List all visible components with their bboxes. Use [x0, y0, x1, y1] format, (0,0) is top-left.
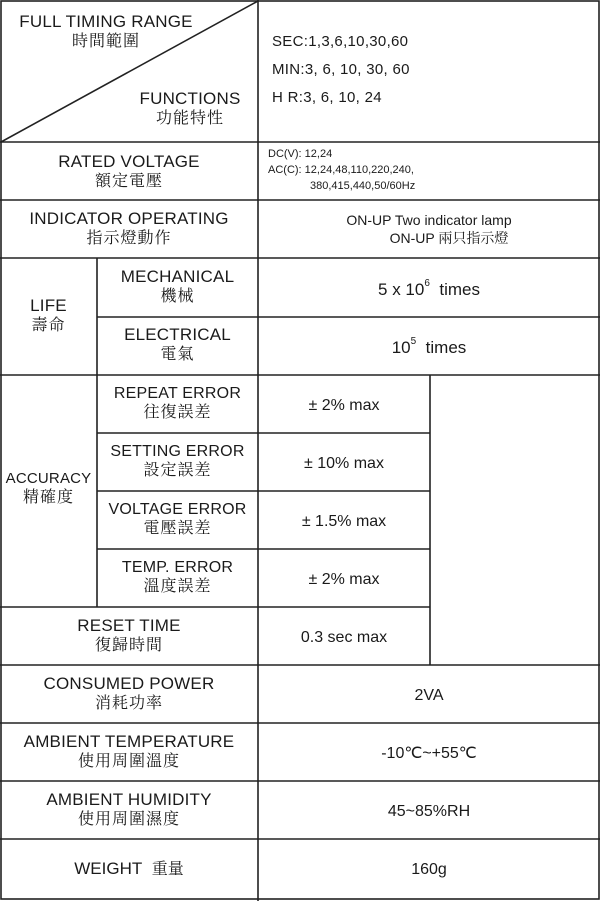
consumed-power-label: CONSUMED POWER 消耗功率 [43, 674, 215, 713]
range-min: MIN:3, 6, 10, 30, 60 [272, 61, 410, 78]
repeat-error-value: ± 2% max [308, 397, 380, 414]
accuracy-label: ACCURACY 精確度 [5, 470, 92, 506]
functions-label: FUNCTIONS 功能特性 [139, 89, 241, 128]
voltage-error-value: ± 1.5% max [301, 513, 387, 530]
temp-error-label: TEMP. ERROR 溫度誤差 [121, 559, 234, 596]
temp-error-value: ± 2% max [308, 571, 380, 588]
voltage-error-label: VOLTAGE ERROR 電壓誤差 [108, 501, 247, 538]
full-timing-range-label: FULL TIMING RANGE 時間範圍 [19, 12, 193, 51]
indicator-operating-label: INDICATOR OPERATING 指示燈動作 [29, 209, 229, 248]
range-hr: H R:3, 6, 10, 24 [272, 89, 382, 106]
mechanical-life-value: 5 x $10^6$ times [378, 278, 480, 299]
weight-label: WEIGHT 重量 [74, 859, 184, 878]
ambient-temperature-value: -10℃~+55℃ [381, 745, 477, 762]
setting-error-label: SETTING ERROR 設定誤差 [110, 443, 245, 480]
ambient-temperature-label: AMBIENT TEMPERATURE 使用周圍溫度 [23, 732, 235, 771]
repeat-error-label: REPEAT ERROR 往復誤差 [113, 385, 242, 422]
ambient-humidity-label: AMBIENT HUMIDITY 使用周圍濕度 [46, 790, 212, 829]
consumed-power-value: 2VA [414, 687, 444, 704]
mechanical-label: MECHANICAL 機械 [120, 267, 235, 306]
ambient-humidity-value: 45~85%RH [387, 803, 471, 820]
range-sec: SEC:1,3,6,10,30,60 [272, 33, 409, 50]
rated-voltage-value: DC(V): 12,24 AC(C): 12,24,48,110,220,240, 380,415,440,50/60Hz [268, 148, 416, 192]
electrical-label: ELECTRICAL 電氣 [124, 325, 231, 364]
rated-voltage-label: RATED VOLTAGE 額定電壓 [58, 152, 200, 191]
life-label: LIFE 壽命 [30, 296, 67, 335]
reset-time-label: RESET TIME 復歸時間 [77, 616, 181, 655]
timing-range-list [272, 28, 410, 112]
indicator-operating-value: ON-UP Two indicator lamp ON-UP 兩只指示燈 [346, 212, 512, 246]
weight-value: 160g [411, 861, 447, 878]
setting-error-value: ± 10% max [304, 455, 384, 472]
electrical-life-value: $10^5$ times [391, 336, 467, 357]
reset-time-value: 0.3 sec max [300, 629, 388, 646]
